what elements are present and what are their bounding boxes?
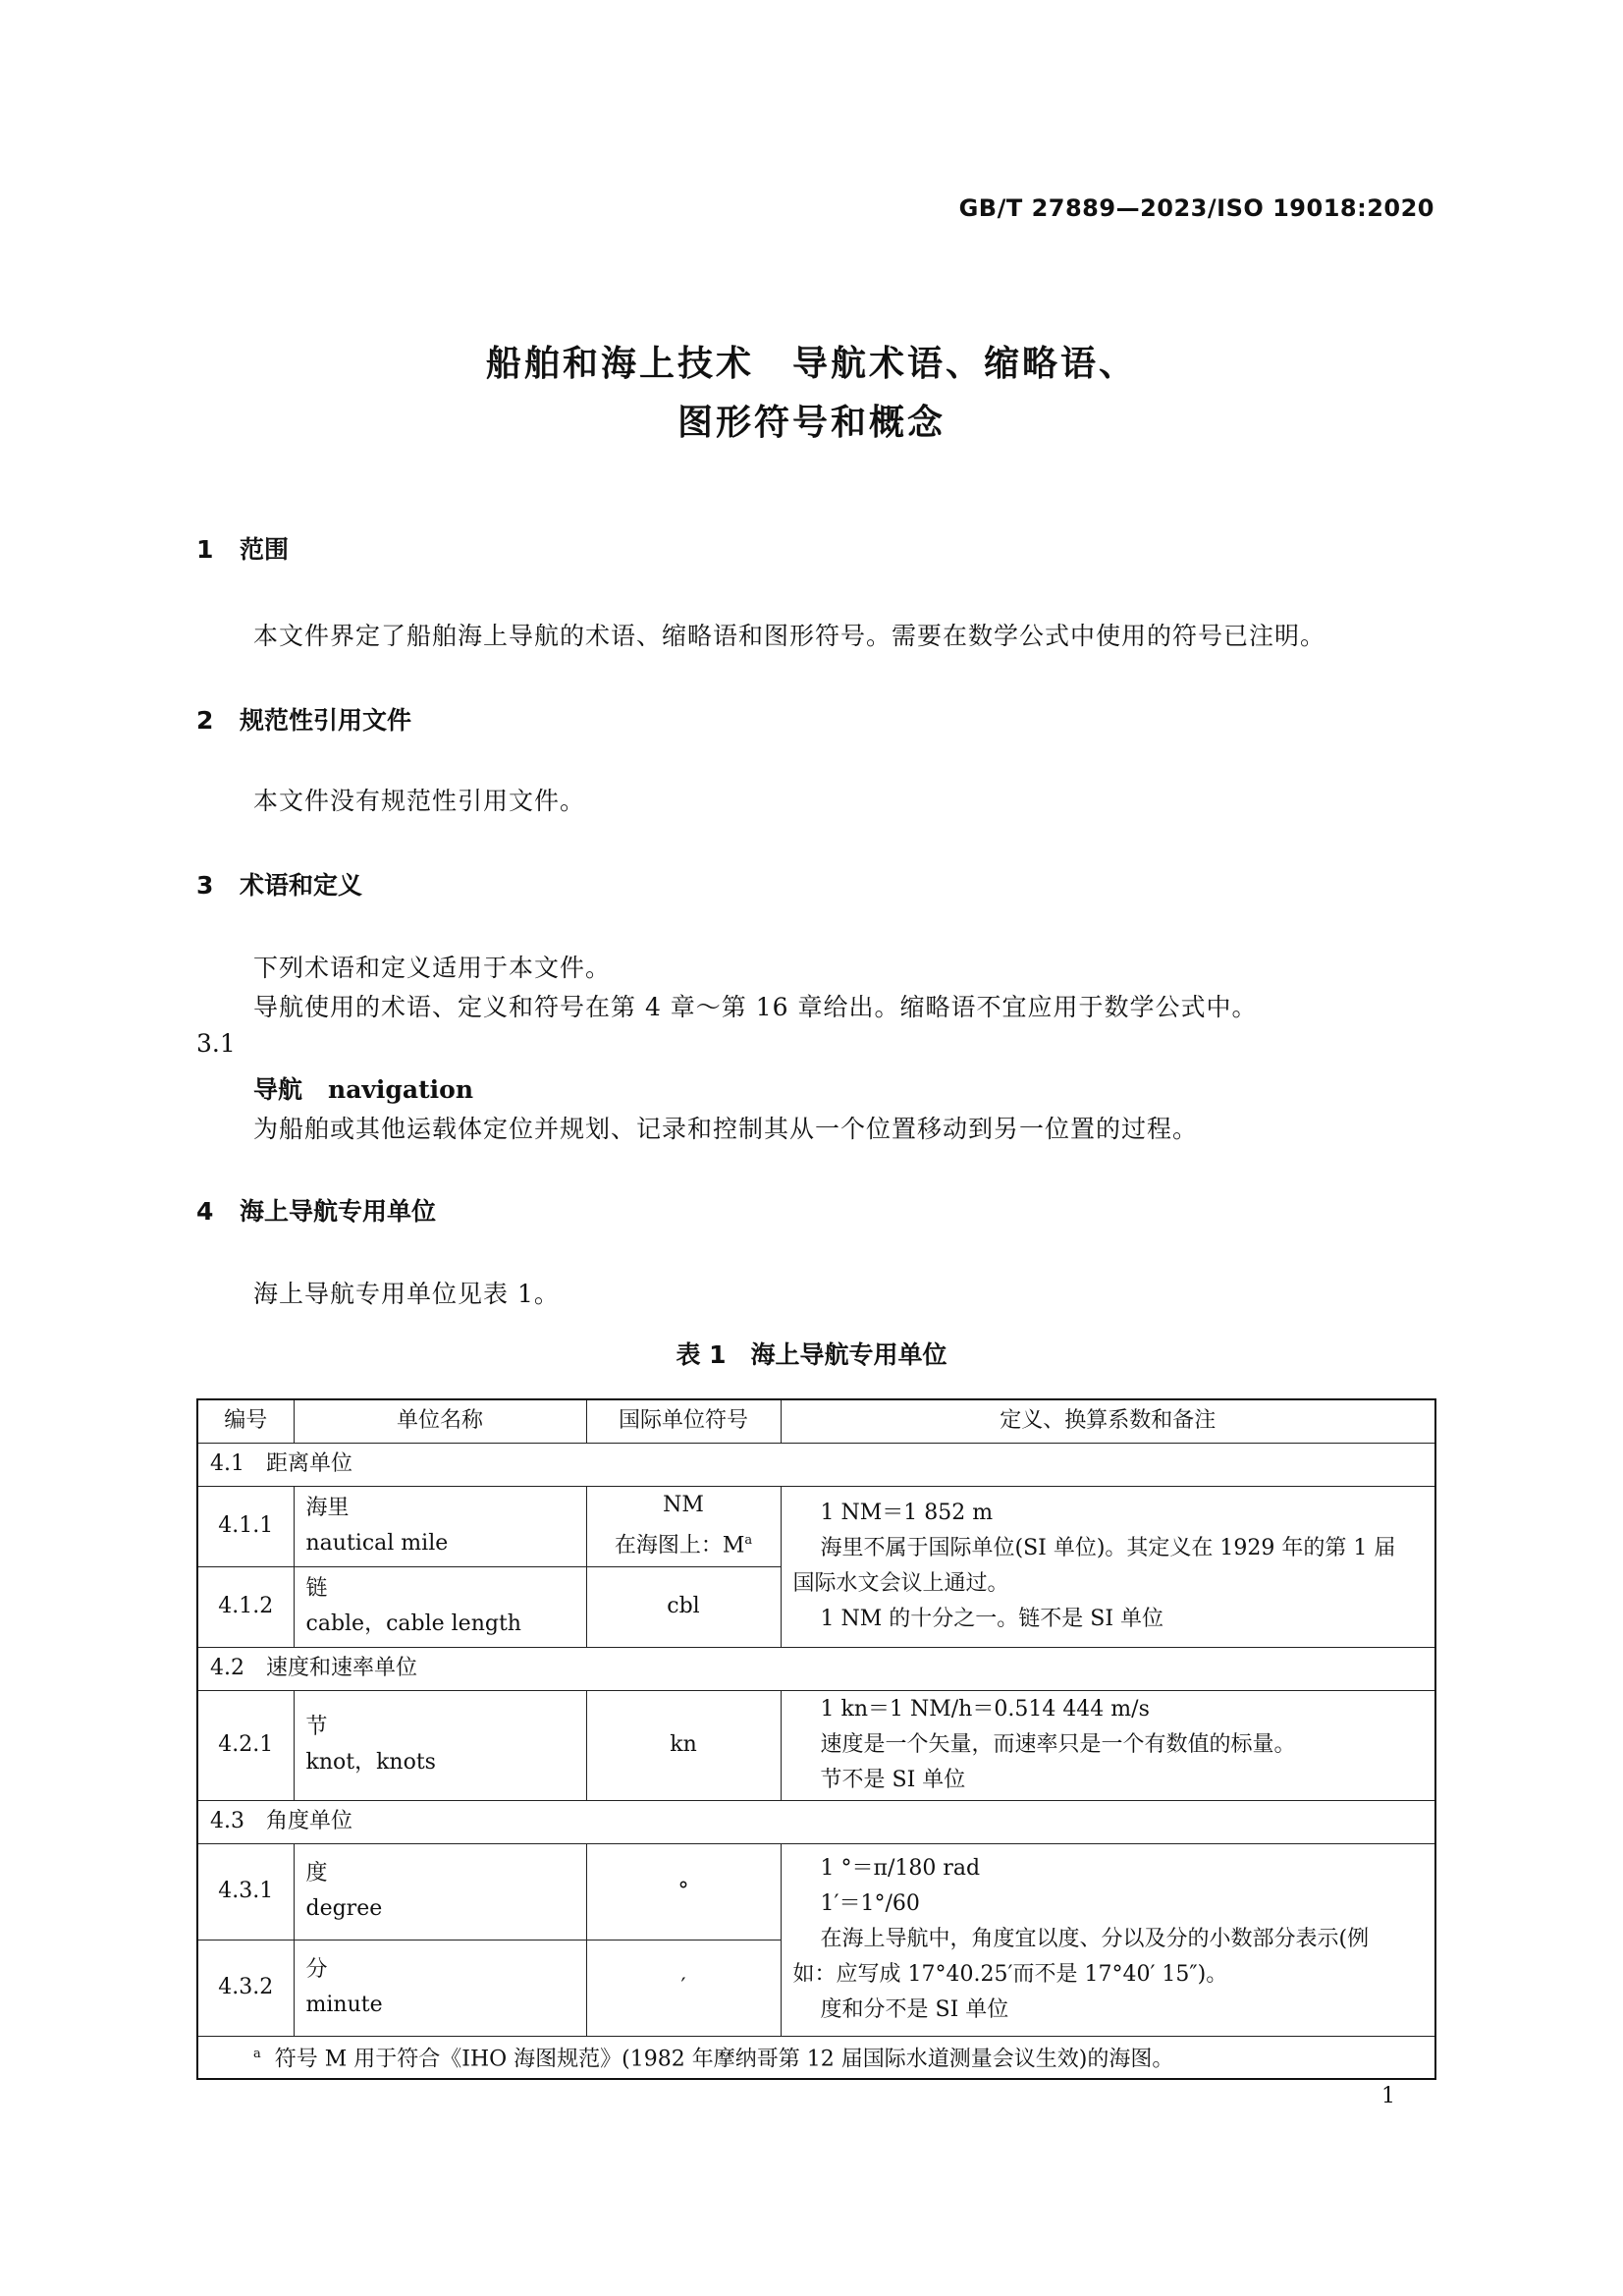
def-line: 1 NM 的十分之一。链不是 SI 单位 (820, 1607, 1164, 1631)
unit-name-en: knot，knots (305, 1750, 436, 1775)
section-2-paragraph: 本文件没有规范性引用文件。 (253, 787, 586, 815)
unit-name (294, 1566, 586, 1647)
unit-number: 4.1.2 (197, 1566, 294, 1647)
unit-symbol: ′ (586, 1940, 781, 2036)
unit-name (294, 1486, 586, 1566)
footnote-mark: a (253, 2047, 261, 2062)
unit-name-zh: 节 (305, 1715, 328, 1739)
unit-number: 4.2.1 (197, 1690, 294, 1800)
table-header-row (197, 1399, 1435, 1443)
document-title-line-1: 船舶和海上技术 导航术语、缩略语、 (485, 344, 1137, 384)
unit-name-zh: 分 (305, 1957, 328, 1982)
def-line: 速度是一个矢量，而速率只是一个有数值的标量。 (820, 1732, 1296, 1757)
section-3-paragraph-2: 导航使用的术语、定义和符号在第 4 章～第 16 章给出。缩略语不宜应用于数学公式中。 (253, 993, 1258, 1021)
symbol-chart: 在海图上：$M^a$ (614, 1533, 753, 1558)
def-line: 1 kn＝1 NM/h＝0.514 444 m/s (820, 1697, 1150, 1722)
group-label: 4.1 距离单位 (197, 1443, 1435, 1486)
table-row (197, 1486, 1435, 1566)
symbol-primary: NM (663, 1493, 704, 1518)
unit-name-en: nautical mile (305, 1531, 449, 1556)
unit-number: 4.1.1 (197, 1486, 294, 1566)
definition-distance (781, 1486, 1435, 1647)
unit-name (294, 1690, 586, 1800)
table-row (197, 1843, 1435, 1940)
term-zh: 导航 (253, 1075, 303, 1104)
header-number: 编号 (197, 1399, 294, 1443)
unit-symbol: kn (586, 1690, 781, 1800)
header-unit-name: 单位名称 (294, 1399, 586, 1443)
section-2-heading (196, 701, 411, 737)
section-number: 2 (196, 706, 214, 735)
unit-number: 4.3.1 (197, 1843, 294, 1940)
section-1-heading (196, 530, 289, 566)
term-entry (253, 1070, 473, 1106)
unit-name-zh: 度 (305, 1861, 328, 1886)
def-line: 1′＝1°/60 (820, 1891, 920, 1916)
table-footnote-row (197, 2036, 1435, 2079)
section-3-paragraph-1: 下列术语和定义适用于本文件。 (253, 954, 612, 982)
group-label: 4.2 速度和速率单位 (197, 1647, 1435, 1690)
header-symbol: 国际单位符号 (586, 1399, 781, 1443)
term-definition: 为船舶或其他运载体定位并规划、记录和控制其从一个位置移动到另一位置的过程。 (253, 1115, 1199, 1143)
table-footnote (197, 2036, 1435, 2079)
group-row-angle (197, 1800, 1435, 1843)
units-table (196, 1398, 1436, 2080)
unit-symbol (586, 1486, 781, 1566)
section-number: 3 (196, 871, 214, 900)
def-line: 在海上导航中，角度宜以度、分以及分的小数部分表示(例 (820, 1927, 1370, 1951)
section-number: 1 (196, 535, 214, 564)
def-line: 1 NM＝1 852 m (820, 1501, 994, 1525)
term-en: navigation (328, 1075, 473, 1104)
page-number: 1 (1381, 2084, 1395, 2108)
def-line: 度和分不是 SI 单位 (820, 1997, 1009, 2022)
group-row-distance (197, 1443, 1435, 1486)
def-line: 1 °＝π/180 rad (820, 1856, 981, 1881)
header-definition: 定义、换算系数和备注 (781, 1399, 1435, 1443)
table-title: 表 1 海上导航专用单位 (676, 1340, 947, 1369)
term-number: 3.1 (196, 1029, 236, 1058)
section-title: 范围 (240, 535, 290, 564)
def-line: 海里不属于国际单位(SI 单位)。其定义在 1929 年的第 1 届 (820, 1536, 1396, 1560)
section-4-heading (196, 1192, 436, 1228)
section-1-paragraph: 本文件界定了船舶海上导航的术语、缩略语和图形符号。需要在数学公式中使用的符号已注明。 (253, 622, 1326, 650)
footnote-text: 符号 M 用于符合《IHO 海图规范》(1982 年摩纳哥第 12 届国际水道测量会议生效)的海图。 (274, 2047, 1174, 2072)
unit-name-zh: 海里 (305, 1496, 350, 1520)
unit-name-en: degree (305, 1896, 383, 1921)
unit-symbol: ° (586, 1843, 781, 1940)
group-label: 4.3 角度单位 (197, 1800, 1435, 1843)
def-line: 节不是 SI 单位 (820, 1768, 966, 1792)
section-title: 术语和定义 (240, 871, 363, 900)
unit-number: 4.3.2 (197, 1940, 294, 2036)
section-3-heading (196, 866, 362, 902)
section-number: 4 (196, 1197, 214, 1226)
unit-name (294, 1940, 586, 2036)
document-id: GB/T 27889—2023/ISO 19018:2020 (958, 194, 1434, 222)
unit-symbol: cbl (586, 1566, 781, 1647)
unit-name-zh: 链 (305, 1576, 328, 1601)
footnote-ref: a (744, 1533, 753, 1549)
def-line: 国际水文会议上通过。 (792, 1571, 1009, 1596)
unit-name-en: cable，cable length (305, 1612, 521, 1636)
definition-speed (781, 1690, 1435, 1800)
unit-name-en: minute (305, 1993, 383, 2017)
group-row-speed (197, 1647, 1435, 1690)
section-4-paragraph: 海上导航专用单位见表 1。 (253, 1280, 560, 1308)
section-title: 海上导航专用单位 (240, 1197, 437, 1226)
document-title-line-2: 图形符号和概念 (676, 403, 946, 443)
def-line: 如：应写成 17°40.25′而不是 17°40′ 15″)。 (792, 1962, 1228, 1987)
section-title: 规范性引用文件 (240, 706, 412, 735)
unit-name (294, 1843, 586, 1940)
definition-angle (781, 1843, 1435, 2036)
table-row (197, 1690, 1435, 1800)
